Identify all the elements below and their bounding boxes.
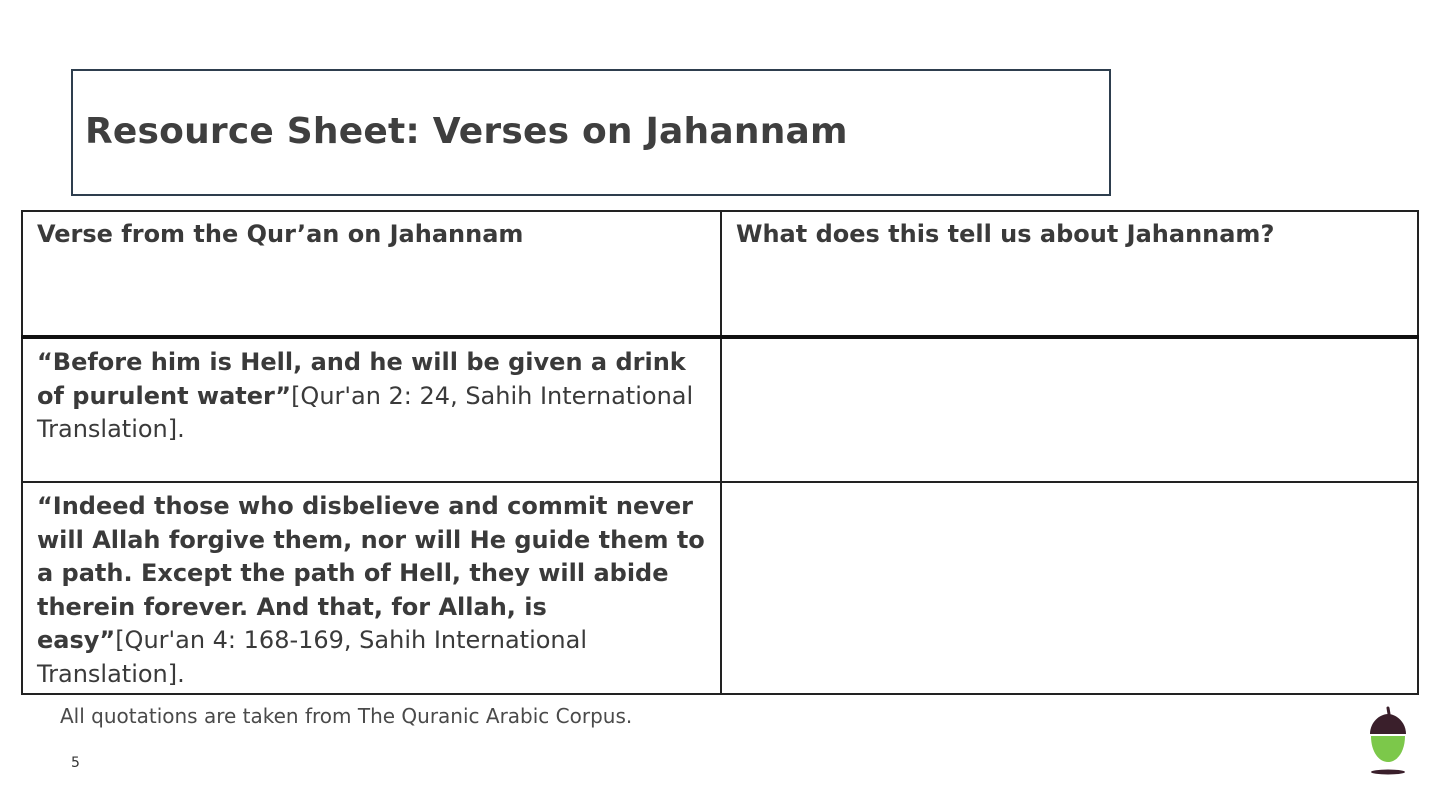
table-row	[22, 482, 1418, 694]
verse-quote: “Indeed those who disbelieve and commit never will Allah forgive them, nor will He guide them to a path. Except the path of Hell, they will abide therein forever. And that, for Allah, is easy”	[37, 492, 705, 654]
verse-quote: “Before him is Hell, and he will be given a drink of purulent water”	[37, 348, 686, 410]
verse-reference: [Qur'an 4: 168-169, Sahih International Translation].	[37, 626, 588, 688]
acorn-logo-icon	[1366, 706, 1410, 776]
source-footnote: All quotations are taken from The Quranic Arabic Corpus.	[60, 704, 633, 728]
answer-cell[interactable]	[721, 482, 1418, 694]
header-meaning: What does this tell us about Jahannam?	[721, 211, 1418, 337]
verse-reference: [Qur'an 2: 24, Sahih International Translation].	[37, 381, 694, 443]
title-box	[71, 69, 1111, 196]
answer-cell[interactable]	[721, 337, 1418, 482]
table-header-row	[22, 211, 1418, 337]
page-number: 5	[71, 755, 80, 771]
verse-cell	[22, 337, 721, 482]
table-row	[22, 337, 1418, 482]
header-verse: Verse from the Qur’an on Jahannam	[22, 211, 721, 337]
page-title: Resource Sheet: Verses on Jahannam	[85, 111, 848, 152]
verses-table	[21, 210, 1419, 695]
verse-cell	[22, 482, 721, 694]
